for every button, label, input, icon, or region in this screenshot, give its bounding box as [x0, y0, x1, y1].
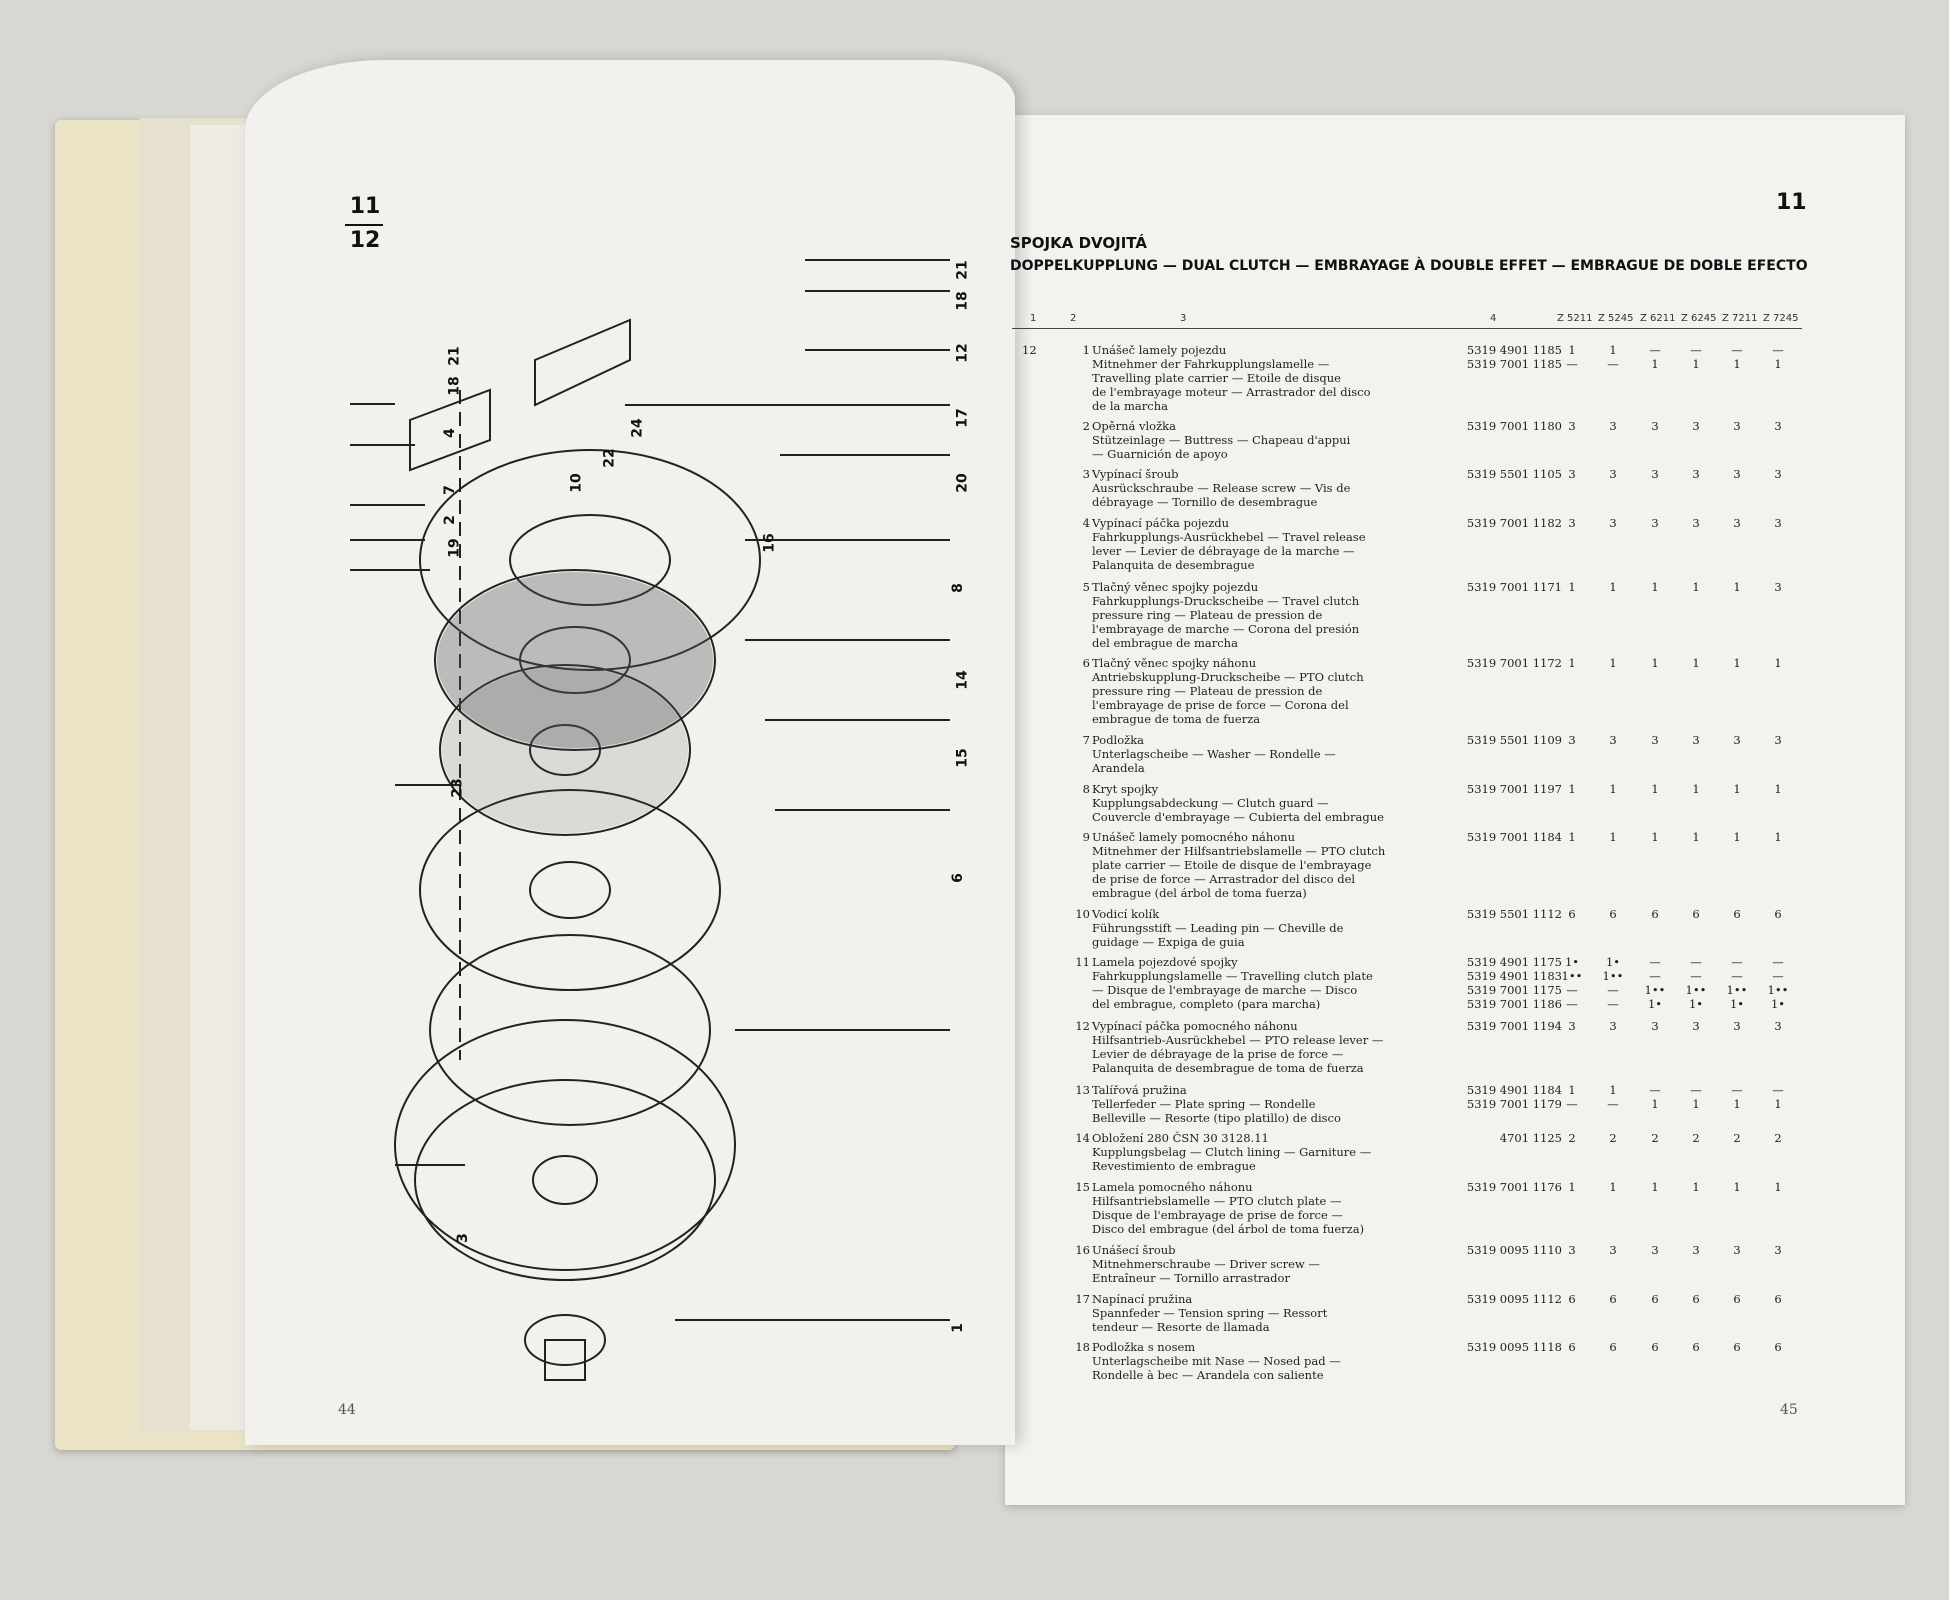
- part-number: 5319 4901 1185 5319 7001 1185: [1466, 343, 1562, 371]
- quantity-cell: 2: [1774, 1131, 1782, 1145]
- quantity-cell: 3: [1774, 1019, 1782, 1033]
- quantity-cell: 1 —: [1566, 343, 1578, 371]
- quantity-cell: 3: [1733, 1019, 1741, 1033]
- quantity-cell: 1: [1692, 656, 1700, 670]
- part-number: 5319 5501 1105: [1466, 467, 1562, 481]
- column-header: Z 6211: [1640, 313, 1676, 324]
- part-number: 5319 7001 1171: [1466, 580, 1562, 594]
- quantity-cell: 3: [1651, 467, 1659, 481]
- position-number: 8: [1082, 782, 1090, 796]
- page-number-left: 44: [338, 1402, 356, 1418]
- quantity-cell: 1: [1568, 1180, 1576, 1194]
- quantity-cell: 1: [1692, 580, 1700, 594]
- quantity-cell: 3: [1733, 467, 1741, 481]
- callout-right-8: 8: [949, 583, 966, 593]
- part-number: 5319 4901 1184 5319 7001 1179: [1466, 1083, 1562, 1111]
- quantity-cell: 3: [1774, 419, 1782, 433]
- quantity-cell: — — 1•• 1•: [1726, 955, 1748, 1011]
- position-number: 11: [1075, 955, 1090, 969]
- part-number: 5319 7001 1180: [1466, 419, 1562, 433]
- part-description: Vodicí kolík Führungsstift — Leading pin — Cheville de guidage — Expiga de guia: [1092, 907, 1344, 949]
- callout-right-14: 14: [954, 670, 971, 690]
- quantity-cell: — 1: [1690, 1083, 1702, 1111]
- quantity-cell: 2: [1651, 1131, 1659, 1145]
- quantity-cell: 6: [1692, 1340, 1700, 1354]
- quantity-cell: 1 —: [1607, 1083, 1619, 1111]
- position-number: 3: [1082, 467, 1090, 481]
- quantity-cell: 3: [1651, 1019, 1659, 1033]
- quantity-cell: 2: [1692, 1131, 1700, 1145]
- position-number: 4: [1082, 516, 1090, 530]
- quantity-cell: 3: [1609, 516, 1617, 530]
- section-number-right: 11: [1776, 190, 1807, 215]
- quantity-cell: 1: [1651, 782, 1659, 796]
- part-description: Unášeč lamely pomocného náhonu Mitnehmer der Hilfsantriebslamelle — PTO clutch plate carrier — Etoile de disque de l'embrayage de prise de force — Arrastrador del disco del embrague (del árbol de toma fuerza): [1092, 830, 1386, 900]
- part-description: Unášeč lamely pojezdu Mitnehmer der Fahrkupplungslamelle — Travelling plate carrier — Etoile de disque de l'embrayage moteur — Arrastrador del disco de la marcha: [1092, 343, 1371, 413]
- quantity-cell: 6: [1733, 1292, 1741, 1306]
- quantity-cell: 3: [1568, 1019, 1576, 1033]
- callout-right-6: 6: [949, 873, 966, 883]
- quantity-cell: 1: [1733, 830, 1741, 844]
- callout-left-23: 23: [449, 778, 466, 798]
- callout-right-12: 12: [954, 343, 971, 363]
- quantity-cell: 3: [1568, 467, 1576, 481]
- part-description: Tlačný věnec spojky pojezdu Fahrkupplungs-Druckscheibe — Travel clutch pressure ring — Plateau de pression de l'embrayage de marche — Corona del presión del embrague de marcha: [1092, 580, 1360, 650]
- callout-right-18: 18: [954, 291, 971, 311]
- position-number: 10: [1075, 907, 1090, 921]
- quantity-cell: 1: [1568, 580, 1576, 594]
- quantity-cell: 3: [1774, 580, 1782, 594]
- quantity-cell: 3: [1733, 516, 1741, 530]
- quantity-cell: 2: [1733, 1131, 1741, 1145]
- quantity-cell: 6: [1651, 907, 1659, 921]
- quantity-cell: 6: [1774, 1340, 1782, 1354]
- quantity-cell: 1• 1•• — —: [1602, 955, 1624, 1011]
- position-number: 5: [1082, 580, 1090, 594]
- quantity-cell: 1: [1609, 656, 1617, 670]
- quantity-cell: — — 1•• 1•: [1767, 955, 1789, 1011]
- callout-right-20: 20: [954, 473, 971, 493]
- quantity-cell: — 1: [1772, 1083, 1784, 1111]
- part-description: Unášecí šroub Mitnehmerschraube — Driver screw — Entraîneur — Tornillo arrastrador: [1092, 1243, 1320, 1285]
- part-description: Obložení 280 ČSN 30 3128.11 Kupplungsbelag — Clutch lining — Garniture — Revestimiento de embrague: [1092, 1131, 1372, 1173]
- quantity-cell: 3: [1651, 419, 1659, 433]
- quantity-cell: 1: [1692, 1180, 1700, 1194]
- quantity-cell: 1: [1692, 830, 1700, 844]
- position-number: 2: [1082, 419, 1090, 433]
- title-czech: SPOJKA DVOJITÁ: [1010, 234, 1147, 252]
- position-number: 1: [1082, 343, 1090, 357]
- part-description: Kryt spojky Kupplungsabdeckung — Clutch guard — Couvercle d'embrayage — Cubierta del embrague: [1092, 782, 1384, 824]
- quantity-cell: 3: [1568, 516, 1576, 530]
- quantity-cell: 6: [1692, 907, 1700, 921]
- part-description: Podložka Unterlagscheibe — Washer — Rondelle — Arandela: [1092, 733, 1336, 775]
- column-header: 3: [1180, 313, 1187, 324]
- quantity-cell: 6: [1568, 1292, 1576, 1306]
- quantity-cell: 1 —: [1607, 343, 1619, 371]
- part-number: 5319 5501 1109: [1466, 733, 1562, 747]
- section-divider: [345, 224, 383, 226]
- part-description: Vypínací páčka pojezdu Fahrkupplungs-Ausrückhebel — Travel release lever — Levier de débrayage de la marche — Palanquita de desembrague: [1092, 516, 1366, 572]
- quantity-cell: 3: [1609, 1243, 1617, 1257]
- part-description: Tlačný věnec spojky náhonu Antriebskupplung-Druckscheibe — PTO clutch pressure ring — Plateau de pression de l'embrayage de prise de force — Corona del embrague de toma de fuerza: [1092, 656, 1364, 726]
- column-header: Z 6245: [1681, 313, 1717, 324]
- callout-left-10: 10: [568, 473, 585, 493]
- quantity-cell: — 1: [1649, 1083, 1661, 1111]
- quantity-cell: 1: [1609, 1180, 1617, 1194]
- column-header: Z 5245: [1598, 313, 1634, 324]
- position-number: 17: [1075, 1292, 1090, 1306]
- column-header: Z 7245: [1763, 313, 1799, 324]
- section-number-top: 11: [349, 194, 381, 219]
- quantity-cell: 2: [1609, 1131, 1617, 1145]
- position-number: 13: [1075, 1083, 1090, 1097]
- quantity-cell: 6: [1609, 1292, 1617, 1306]
- quantity-cell: 3: [1651, 516, 1659, 530]
- quantity-cell: 1: [1568, 782, 1576, 796]
- quantity-cell: 1: [1733, 580, 1741, 594]
- quantity-cell: 1: [1651, 830, 1659, 844]
- position-number: 16: [1075, 1243, 1090, 1257]
- quantity-cell: 3: [1733, 419, 1741, 433]
- callout-right-21: 21: [954, 260, 971, 280]
- quantity-cell: 3: [1692, 419, 1700, 433]
- quantity-cell: 3: [1692, 516, 1700, 530]
- quantity-cell: 6: [1568, 1340, 1576, 1354]
- part-number: 5319 4901 1175 5319 4901 1183 5319 7001 1175 5319 7001 1186: [1466, 955, 1562, 1011]
- page-number-right: 45: [1780, 1402, 1798, 1418]
- position-number: 7: [1082, 733, 1090, 747]
- quantity-cell: 1: [1733, 782, 1741, 796]
- quantity-cell: — 1: [1731, 1083, 1743, 1111]
- quantity-cell: 3: [1609, 1019, 1617, 1033]
- quantity-cell: 1: [1609, 830, 1617, 844]
- part-description: Opěrná vložka Stützeinlage — Buttress — Chapeau d'appui — Guarnición de apoyo: [1092, 419, 1351, 461]
- position-number: 9: [1082, 830, 1090, 844]
- group-number: 12: [1022, 343, 1037, 357]
- callout-left-2: 2: [441, 515, 458, 525]
- callout-left-22: 22: [601, 448, 618, 468]
- callout-left-24: 24: [629, 418, 646, 438]
- quantity-cell: 6: [1651, 1292, 1659, 1306]
- title-multilingual: DOPPELKUPPLUNG — DUAL CLUTCH — EMBRAYAGE À DOUBLE EFFET — EMBRAGUE DE DOBLE EFECTO: [1010, 258, 1808, 274]
- quantity-cell: 6: [1774, 1292, 1782, 1306]
- part-number: 5319 7001 1184: [1466, 830, 1562, 844]
- part-number: 5319 7001 1197: [1466, 782, 1562, 796]
- quantity-cell: 1: [1774, 830, 1782, 844]
- quantity-cell: 1: [1774, 1180, 1782, 1194]
- callout-left-21: 21: [446, 346, 463, 366]
- column-header: Z 5211: [1557, 313, 1593, 324]
- quantity-cell: 1: [1692, 782, 1700, 796]
- part-description: Lamela pomocného náhonu Hilfsantriebslamelle — PTO clutch plate — Disque de l'embrayage de prise de force — Disco del embrague (del árbol de toma fuerza): [1092, 1180, 1365, 1236]
- column-header: 1: [1030, 313, 1037, 324]
- part-number: 5319 0095 1112: [1466, 1292, 1562, 1306]
- quantity-cell: 3: [1774, 733, 1782, 747]
- quantity-cell: 1: [1651, 580, 1659, 594]
- callout-left-3: 3: [454, 1233, 471, 1243]
- clutch-exploded-drawing: [245, 60, 1015, 1445]
- part-number: 5319 7001 1172: [1466, 656, 1562, 670]
- part-number: 5319 7001 1182: [1466, 516, 1562, 530]
- part-description: Talířová pružina Tellerfeder — Plate spring — Rondelle Belleville — Resorte (tipo platillo) de disco: [1092, 1083, 1341, 1125]
- quantity-cell: 1: [1568, 656, 1576, 670]
- quantity-cell: — 1: [1772, 343, 1784, 371]
- quantity-cell: 6: [1609, 1340, 1617, 1354]
- quantity-cell: — 1: [1690, 343, 1702, 371]
- callout-right-15: 15: [954, 748, 971, 768]
- quantity-cell: 1 —: [1566, 1083, 1578, 1111]
- quantity-cell: 1: [1733, 1180, 1741, 1194]
- quantity-cell: — — 1•• 1•: [1685, 955, 1707, 1011]
- quantity-cell: 3: [1568, 1243, 1576, 1257]
- quantity-cell: — — 1•• 1•: [1644, 955, 1666, 1011]
- part-number: 5319 0095 1118: [1466, 1340, 1562, 1354]
- part-description: Podložka s nosem Unterlagscheibe mit Nase — Nosed pad — Rondelle à bec — Arandela con saliente: [1092, 1340, 1341, 1382]
- callout-left-18: 18: [446, 376, 463, 396]
- quantity-cell: 6: [1774, 907, 1782, 921]
- callout-left-19: 19: [446, 538, 463, 558]
- position-number: 14: [1075, 1131, 1090, 1145]
- column-header: 4: [1490, 313, 1497, 324]
- quantity-cell: 3: [1692, 467, 1700, 481]
- part-number: 5319 7001 1194: [1466, 1019, 1562, 1033]
- column-header: 2: [1070, 313, 1077, 324]
- part-description: Vypínací šroub Ausrückschraube — Release screw — Vis de débrayage — Tornillo de desembrague: [1092, 467, 1351, 509]
- quantity-cell: 6: [1692, 1292, 1700, 1306]
- part-number: 5319 0095 1110: [1466, 1243, 1562, 1257]
- quantity-cell: 3: [1568, 419, 1576, 433]
- quantity-cell: 1• 1•• — —: [1561, 955, 1583, 1011]
- column-header: Z 7211: [1722, 313, 1758, 324]
- position-number: 6: [1082, 656, 1090, 670]
- quantity-cell: 3: [1651, 1243, 1659, 1257]
- quantity-cell: 1: [1568, 830, 1576, 844]
- quantity-cell: 6: [1733, 907, 1741, 921]
- quantity-cell: 3: [1692, 1243, 1700, 1257]
- quantity-cell: 2: [1568, 1131, 1576, 1145]
- quantity-cell: 3: [1733, 733, 1741, 747]
- quantity-cell: — 1: [1731, 343, 1743, 371]
- quantity-cell: 3: [1609, 733, 1617, 747]
- callout-right-17: 17: [954, 408, 971, 428]
- part-description: Lamela pojezdové spojky Fahrkupplungslamelle — Travelling clutch plate — Disque de l'embrayage de marche — Disco del embrague, completo (para marcha): [1092, 955, 1373, 1011]
- quantity-cell: 3: [1774, 1243, 1782, 1257]
- quantity-cell: 1: [1651, 656, 1659, 670]
- position-number: 12: [1075, 1019, 1090, 1033]
- callout-right-1: 1: [949, 1323, 966, 1333]
- quantity-cell: 3: [1609, 419, 1617, 433]
- position-number: 18: [1075, 1340, 1090, 1354]
- header-rule: [1012, 328, 1802, 329]
- quantity-cell: 6: [1568, 907, 1576, 921]
- callout-left-7: 7: [441, 485, 458, 495]
- quantity-cell: — 1: [1649, 343, 1661, 371]
- quantity-cell: 3: [1609, 467, 1617, 481]
- quantity-cell: 6: [1733, 1340, 1741, 1354]
- part-number: 5319 5501 1112: [1466, 907, 1562, 921]
- callout-left-4: 4: [441, 428, 458, 438]
- position-number: 15: [1075, 1180, 1090, 1194]
- quantity-cell: 3: [1733, 1243, 1741, 1257]
- quantity-cell: 1: [1609, 580, 1617, 594]
- part-number: 4701 1125: [1499, 1131, 1562, 1145]
- quantity-cell: 3: [1774, 516, 1782, 530]
- part-number: 5319 7001 1176: [1466, 1180, 1562, 1194]
- section-number-bottom: 12: [349, 228, 381, 253]
- quantity-cell: 6: [1609, 907, 1617, 921]
- quantity-cell: 3: [1651, 733, 1659, 747]
- quantity-cell: 1: [1651, 1180, 1659, 1194]
- quantity-cell: 3: [1692, 733, 1700, 747]
- part-description: Vypínací páčka pomocného náhonu Hilfsantrieb-Ausrückhebel — PTO release lever — Levier de débrayage de la prise de force — Palanquita de desembrague de toma de fuerza: [1092, 1019, 1384, 1075]
- part-description: Napínací pružina Spannfeder — Tension spring — Ressort tendeur — Resorte de llamada: [1092, 1292, 1328, 1334]
- quantity-cell: 3: [1568, 733, 1576, 747]
- quantity-cell: 3: [1692, 1019, 1700, 1033]
- quantity-cell: 3: [1774, 467, 1782, 481]
- quantity-cell: 6: [1651, 1340, 1659, 1354]
- quantity-cell: 1: [1774, 782, 1782, 796]
- callout-left-16: 16: [761, 533, 778, 553]
- quantity-cell: 1: [1609, 782, 1617, 796]
- quantity-cell: 1: [1733, 656, 1741, 670]
- quantity-cell: 1: [1774, 656, 1782, 670]
